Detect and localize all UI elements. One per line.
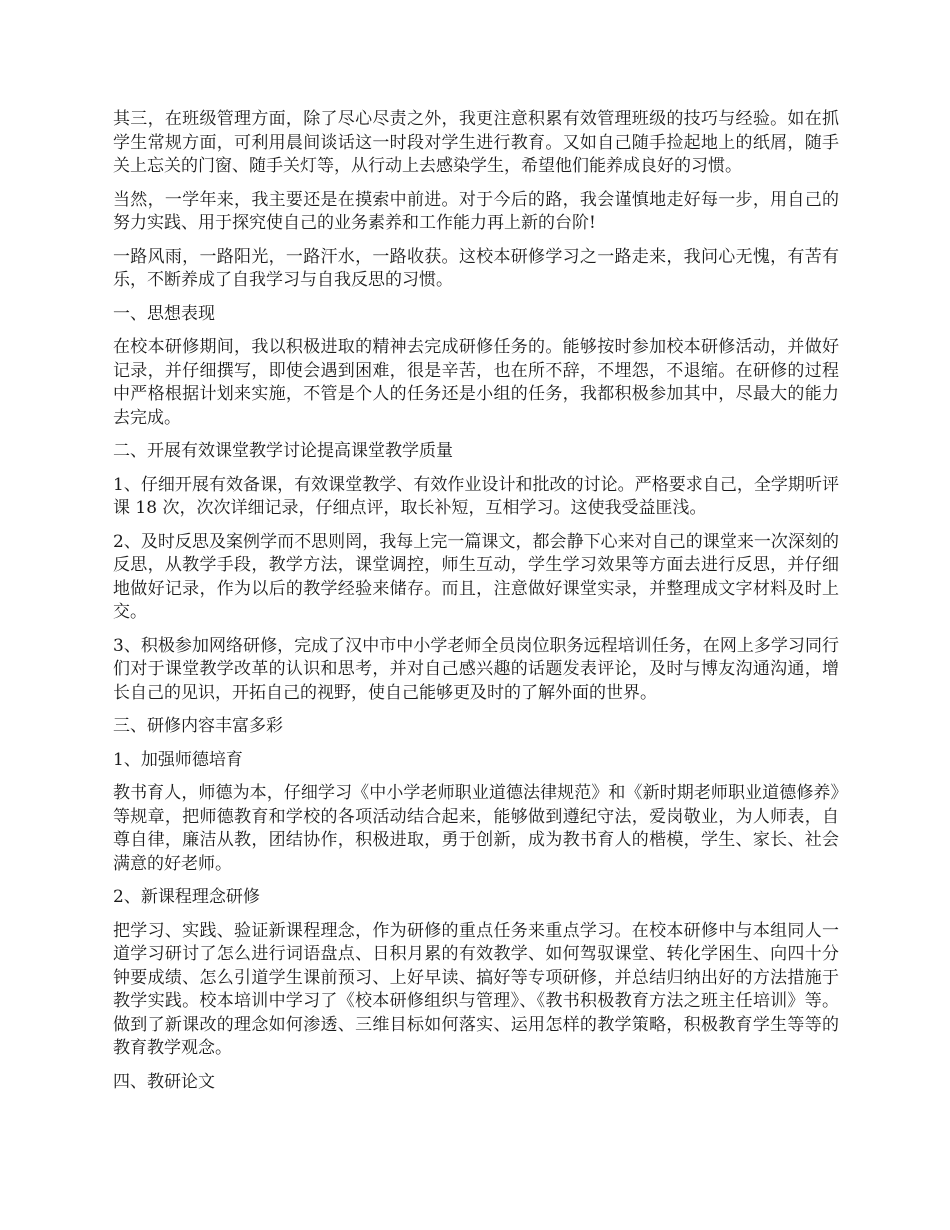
paragraph-thought: 在校本研修期间，我以积极进取的精神去完成研修任务的。能够按时参加校本研修活动，并做好记录，并仔细撰写，即使会遇到困难，很是辛苦，也在所不辞，不埋怨，不退缩。在研修的过程中严格根据计划来实施，不管是个人的任务还是小组的任务，我都积极参加其中，尽最大的能力去完成。: [113, 337, 839, 428]
paragraph-case-reflection: 2、及时反思及案例学而不思则罔，我每上完一篇课文，都会静下心来对自己的课堂来一次深刻的反思，从教学手段，教学方法，课堂调控，师生互动，学生学习效果等方面去进行反思，并仔细地做好记录，作为以后的教学经验来储存。而且，注意做好课堂实录，并整理成文字材料及时上交。: [113, 531, 839, 622]
paragraph-class-management: 其三，在班级管理方面，除了尽心尽责之外，我更注意积累有效管理班级的技巧与经验。如在抓学生常规方面，可利用晨间谈话这一时段对学生进行教育。又如自己随手捡起地上的纸屑，随手关上忘关的门窗、随手关灯等，从行动上去感染学生，希望他们能养成良好的习惯。: [113, 109, 839, 176]
paragraph-new-curriculum: 把学习、实践、验证新课程理念，作为研修的重点任务来重点学习。在校本研修中与本组同人一道学习研讨了怎么进行词语盘点、日积月累的有效教学、如何驾驭课堂、转化学困生、向四十分钟要成绩、怎么引道学生课前预习、上好早读、搞好等专项研修，并总结归纳出好的方法措施于教学实践。校本培训中学习了《校本研修组织与管理》、《教书积极教育方法之班主任培训》等。做到了新课改的理念如何渗透、三维目标如何落实、运用怎样的教学策略，积极教育学生等等的教育教学观念。: [113, 920, 839, 1058]
subheading-new-curriculum: 2、新课程理念研修: [113, 887, 260, 907]
section-heading-classroom: 二、开展有效课堂教学讨论提高课堂教学质量: [113, 441, 453, 461]
paragraph-online-training: 3、积极参加网络研修，完成了汉中市中小学老师全员岗位职务远程培训任务，在网上多学习同行们对于课堂教学改革的认识和思考，并对自己感兴趣的话题发表评论，及时与博友沟通沟通，增长自己的见识，开拓自己的视野，使自己能够更及时的了解外面的世界。: [113, 635, 839, 703]
paragraph-reflection: 一路风雨，一路阳光，一路汗水，一路收获。这校本研修学习之一路走来，我问心无愧，有苦有乐，不断养成了自我学习与自我反思的习惯。: [113, 246, 839, 290]
paragraph-future-plan: 当然，一学年来，我主要还是在摸索中前进。对于今后的路，我会谨慎地走好每一步，用自己的努力实践、用于探究使自己的业务素养和工作能力再上新的台阶!: [113, 189, 839, 233]
paragraph-lesson-prep: 1、仔细开展有效备课，有效课堂教学、有效作业设计和批改的讨论。严格要求自己，全学期听评课 18 次，次次详细记录，仔细点评，取长补短，互相学习。这使我受益匪浅。: [113, 474, 839, 518]
subheading-ethics: 1、加强师德培育: [113, 749, 243, 770]
document-page: [113, 108, 839, 1104]
section-heading-papers: 四、教研论文: [113, 1071, 215, 1092]
section-heading-thought: 一、思想表现: [113, 303, 215, 324]
paragraph-ethics: 教书育人，师德为本，仔细学习《中小学老师职业道德法律规范》和《新时期老师职业道德修养》等规章，把师德教育和学校的各项活动结合起来，能够做到遵纪守法，爱岗敬业，为人师表，自尊自律，廉洁从教，团结协作，积极进取，勇于创新，成为教书育人的楷模，学生、家长、社会满意的好老师。: [113, 783, 839, 874]
section-heading-content: 三、研修内容丰富多彩: [113, 716, 283, 736]
